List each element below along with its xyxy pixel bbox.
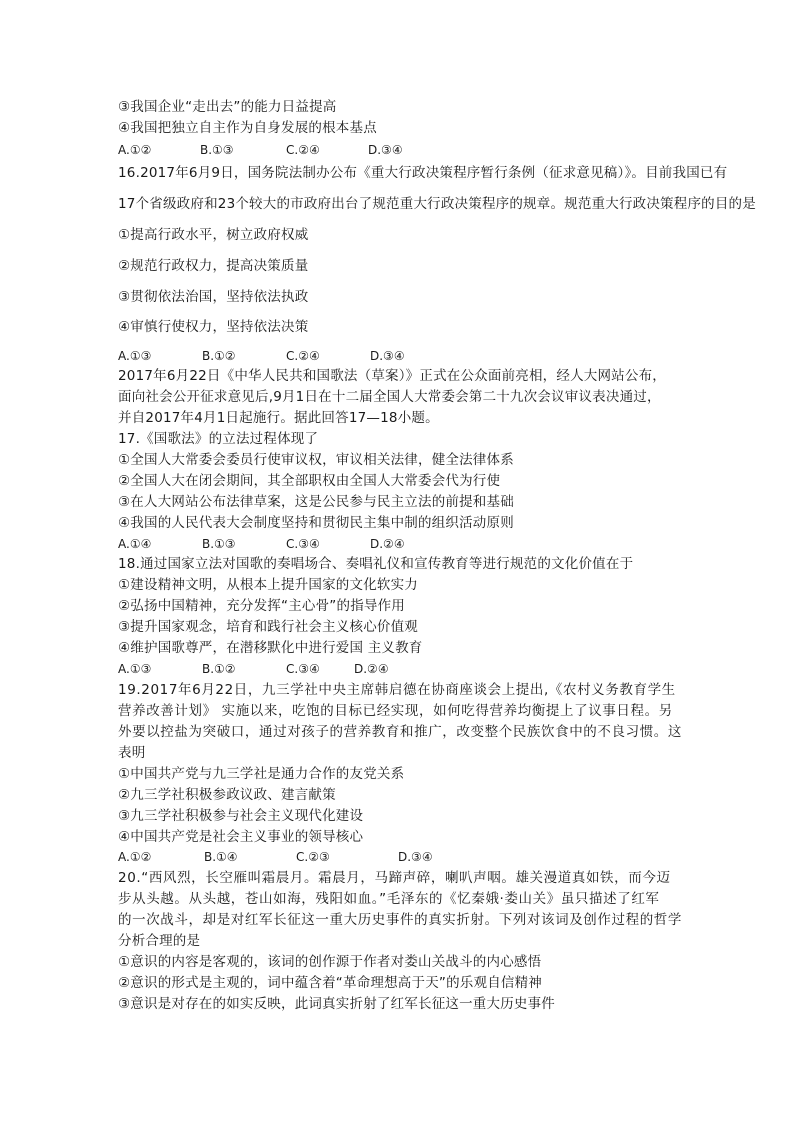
q19-stem-line: 营养改善计划》 实施以来，吃饱的目标已经实现，如何吃得营养均衡提上了议事日程。另 <box>118 703 673 719</box>
q19-item-4: ④中国共产党是社会主义事业的领导核心 <box>118 829 364 845</box>
q18-item-3: ③提升国家观念，培育和践行社会主义核心价值观 <box>118 619 419 635</box>
q20-item-1: ①意识的内容是客观的，该词的创作源于作者对娄山关战斗的内心感悟 <box>118 954 542 970</box>
option-a: A.①④ <box>118 537 152 551</box>
q18-item-1: ①建设精神文明，从根本上提升国家的文化软实力 <box>118 577 419 593</box>
q17-item-3: ③在人大网站公布法律草案，这是公民参与民主立法的前提和基础 <box>118 494 514 510</box>
option-c: C.②④ <box>286 143 320 157</box>
option-c: C.③④ <box>286 537 320 551</box>
q20-item-3: ③意识是对存在的如实反映，此词真实折射了红军长征这一重大历史事件 <box>118 996 556 1012</box>
q17-stem-line: 17.《国歌法》的立法过程体现了 <box>118 431 319 447</box>
q15-item-3: ③我国企业“走出去”的能力日益提高 <box>118 99 337 115</box>
material-line: 面向社会公开征求意见后,9月1日在十二届全国人大常委会第二十九次会议审议表决通过， <box>118 389 661 405</box>
q17-item-1: ①全国人大常委会委员行使审议权，审议相关法律，健全法律体系 <box>118 452 514 468</box>
q16-stem-line: 16.2017年6月9日，国务院法制办公布《重大行政决策程序暂行条例（征求意见稿）》。目前我国已有 <box>118 165 728 181</box>
material-line: 并自2017年4月1日起施行。据此回答17—18小题。 <box>118 410 439 426</box>
option-d: D.②④ <box>354 662 389 676</box>
q16-item-4: ④审慎行使权力，坚持依法决策 <box>118 319 309 335</box>
option-d: D.③④ <box>368 143 403 157</box>
option-c: C.③④ <box>286 662 320 676</box>
q20-item-2: ②意识的形式是主观的，词中蕴含着“革命理想高于天”的乐观自信精神 <box>118 975 542 991</box>
option-a: A.①② <box>118 143 152 157</box>
q20-stem-line: 的一次战斗，却是对红军长征这一重大历史事件的真实折射。下列对该词及创作过程的哲学 <box>118 912 682 928</box>
q17-item-4: ④我国的人民代表大会制度坚持和贯彻民主集中制的组织活动原则 <box>118 515 514 531</box>
option-c: C.②④ <box>286 349 320 363</box>
q16-item-1: ①提高行政水平，树立政府权威 <box>118 227 309 243</box>
q18-item-2: ②弘扬中国精神，充分发挥“主心骨”的指导作用 <box>118 598 405 614</box>
q20-stem-line: 分析合理的是 <box>118 933 201 949</box>
option-d: D.③④ <box>398 850 433 864</box>
option-b: B.①② <box>202 662 236 676</box>
option-a: A.①③ <box>118 662 152 676</box>
option-d: D.②④ <box>370 537 405 551</box>
option-c: C.②③ <box>296 850 330 864</box>
option-b: B.①③ <box>200 143 234 157</box>
q20-stem-line: 步从头越。从头越，苍山如海，残阳如血。”毛泽东的《忆秦娥·娄山关》虽只描述了红军 <box>118 891 660 907</box>
q16-stem-line: 17个省级政府和23个较大的市政府出台了规范重大行政决策程序的规章。规范重大行政决策程序的目的是 <box>118 196 756 212</box>
option-a: A.①③ <box>118 349 152 363</box>
q20-stem-line: 20.“西风烈，长空雁叫霜晨月。霜晨月，马蹄声碎，喇叭声咽。雄关漫道真如铁，而今迈 <box>118 870 671 886</box>
q19-item-2: ②九三学社积极参政议政、建言献策 <box>118 787 336 803</box>
q15-item-4: ④我国把独立自主作为自身发展的根本基点 <box>118 120 377 136</box>
q19-stem-line: 19.2017年6月22日，九三学社中央主席韩启德在协商座谈会上提出,《农村义务教育学生 <box>118 682 676 698</box>
q18-stem-line: 18.通过国家立法对国歌的奏唱场合、奏唱礼仪和宣传教育等进行规范的文化价值在于 <box>118 556 634 572</box>
q16-item-3: ③贯彻依法治国，坚持依法执政 <box>118 289 309 305</box>
material-line: 2017年6月22日《中华人民共和国歌法（草案）》正式在公众面前亮相，经人大网站公布， <box>118 368 666 384</box>
q18-item-4: ④维护国歌尊严，在潜移默化中进行爱国 主义教育 <box>118 640 423 656</box>
option-b: B.①② <box>202 349 236 363</box>
q17-item-2: ②全国人大在闭会期间，其全部职权由全国人大常委会代为行使 <box>118 473 501 489</box>
option-b: B.①④ <box>204 850 238 864</box>
q19-stem-line: 表明 <box>118 745 146 761</box>
q19-item-1: ①中国共产党与九三学社是通力合作的友党关系 <box>118 766 405 782</box>
q16-item-2: ②规范行政权力，提高决策质量 <box>118 258 309 274</box>
q19-stem-line: 外要以控盐为突破口，通过对孩子的营养教育和推广，改变整个民族饮食中的不良习惯。这 <box>118 724 682 740</box>
option-d: D.③④ <box>370 349 405 363</box>
option-a: A.①② <box>118 850 152 864</box>
q19-item-3: ③九三学社积极参与社会主义现代化建设 <box>118 808 364 824</box>
option-b: B.①③ <box>202 537 236 551</box>
